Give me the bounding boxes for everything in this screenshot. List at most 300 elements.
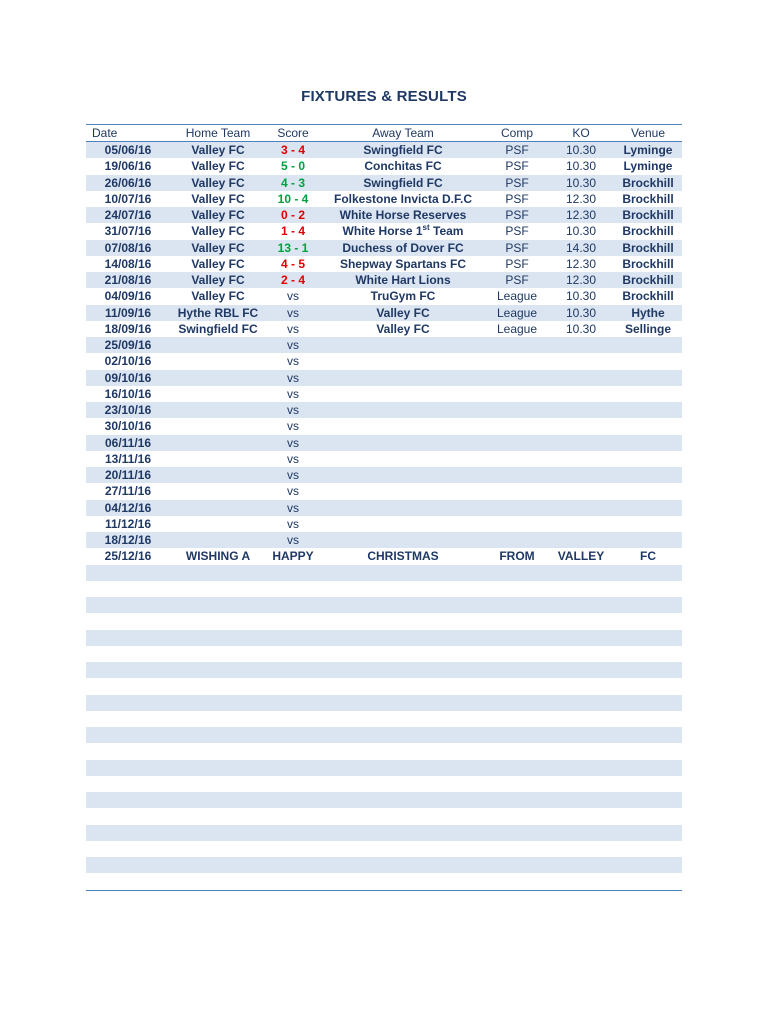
empty-cell[interactable] xyxy=(320,743,486,759)
ko-cell[interactable] xyxy=(548,516,614,532)
empty-cell[interactable] xyxy=(614,613,682,629)
empty-cell[interactable] xyxy=(86,711,170,727)
empty-cell[interactable] xyxy=(548,630,614,646)
date-cell[interactable]: 11/12/16 xyxy=(104,516,152,531)
date-cell[interactable]: 25/09/16 xyxy=(86,337,170,353)
date-cell[interactable]: 13/11/16 xyxy=(104,451,152,466)
date-cell[interactable]: 04/09/16 xyxy=(104,289,152,304)
empty-cell[interactable] xyxy=(320,565,486,581)
score-cell[interactable]: HAPPY xyxy=(272,549,314,564)
ko-cell[interactable]: 12.30 xyxy=(548,207,614,223)
empty-cell[interactable] xyxy=(486,613,548,629)
venue-cell[interactable] xyxy=(614,516,682,532)
empty-cell[interactable] xyxy=(486,857,548,873)
away-team-cell[interactable]: Swingfield FC xyxy=(320,175,486,191)
home-team-cell[interactable]: Valley FC xyxy=(170,175,266,191)
empty-cell[interactable] xyxy=(266,776,320,792)
away-team-cell[interactable]: White Hart Lions xyxy=(320,272,486,288)
empty-cell[interactable] xyxy=(170,808,266,824)
empty-cell[interactable] xyxy=(486,760,548,776)
venue-cell[interactable]: Lyminge xyxy=(614,142,682,159)
empty-cell[interactable] xyxy=(614,711,682,727)
home-team-cell[interactable]: Valley FC xyxy=(170,240,266,256)
venue-cell[interactable] xyxy=(614,370,682,386)
empty-cell[interactable] xyxy=(170,695,266,711)
empty-cell[interactable] xyxy=(320,792,486,808)
date-cell[interactable]: 20/11/16 xyxy=(86,467,170,483)
comp-cell[interactable] xyxy=(486,467,548,483)
empty-cell[interactable] xyxy=(86,776,170,792)
empty-cell[interactable] xyxy=(266,727,320,743)
venue-cell[interactable]: Brockhill xyxy=(614,175,682,191)
empty-cell[interactable] xyxy=(86,743,170,759)
empty-cell[interactable] xyxy=(548,776,614,792)
score-cell[interactable]: vs xyxy=(266,435,320,451)
score-cell[interactable]: 4 - 5 xyxy=(280,256,305,271)
venue-cell[interactable]: Brockhill xyxy=(614,240,682,256)
empty-cell[interactable] xyxy=(320,662,486,678)
comp-cell[interactable] xyxy=(486,516,548,532)
empty-cell[interactable] xyxy=(86,613,170,629)
empty-cell[interactable] xyxy=(170,581,266,597)
empty-cell[interactable] xyxy=(86,727,170,743)
ko-cell[interactable] xyxy=(548,386,614,402)
empty-cell[interactable] xyxy=(320,695,486,711)
venue-cell[interactable]: FC xyxy=(640,549,656,564)
score-cell[interactable]: vs xyxy=(287,386,299,401)
empty-cell[interactable] xyxy=(86,841,170,857)
empty-cell[interactable] xyxy=(86,565,170,581)
empty-cell[interactable] xyxy=(614,565,682,581)
empty-cell[interactable] xyxy=(548,646,614,662)
date-cell[interactable]: 10/07/16 xyxy=(104,191,152,206)
empty-cell[interactable] xyxy=(266,760,320,776)
score-cell[interactable]: 1 - 4 xyxy=(280,224,305,239)
home-team-cell[interactable]: Valley FC xyxy=(191,256,245,271)
empty-cell[interactable] xyxy=(86,873,170,890)
empty-cell[interactable] xyxy=(548,825,614,841)
empty-cell[interactable] xyxy=(86,792,170,808)
comp-cell[interactable]: PSF xyxy=(486,175,548,191)
home-team-cell[interactable]: Valley FC xyxy=(191,159,245,174)
venue-cell[interactable]: Brockhill xyxy=(622,224,674,239)
empty-cell[interactable] xyxy=(86,825,170,841)
date-cell[interactable]: 31/07/16 xyxy=(104,224,152,239)
empty-cell[interactable] xyxy=(320,581,486,597)
home-team-cell[interactable] xyxy=(170,435,266,451)
empty-cell[interactable] xyxy=(548,808,614,824)
empty-cell[interactable] xyxy=(548,743,614,759)
score-cell[interactable]: vs xyxy=(266,402,320,418)
date-cell[interactable]: 30/10/16 xyxy=(104,419,152,434)
comp-cell[interactable] xyxy=(486,435,548,451)
empty-cell[interactable] xyxy=(320,857,486,873)
empty-cell[interactable] xyxy=(548,565,614,581)
empty-cell[interactable] xyxy=(548,695,614,711)
away-team-cell[interactable] xyxy=(320,483,486,499)
empty-cell[interactable] xyxy=(266,646,320,662)
home-team-cell[interactable] xyxy=(170,402,266,418)
empty-cell[interactable] xyxy=(86,695,170,711)
column-header-home-team[interactable]: Home Team xyxy=(170,125,266,142)
empty-cell[interactable] xyxy=(320,630,486,646)
empty-cell[interactable] xyxy=(170,565,266,581)
empty-cell[interactable] xyxy=(86,646,170,662)
away-team-cell[interactable] xyxy=(320,467,486,483)
empty-cell[interactable] xyxy=(548,760,614,776)
away-team-cell[interactable] xyxy=(320,516,486,532)
empty-cell[interactable] xyxy=(320,613,486,629)
comp-cell[interactable] xyxy=(486,451,548,467)
empty-cell[interactable] xyxy=(266,792,320,808)
ko-cell[interactable] xyxy=(548,500,614,516)
away-team-cell[interactable] xyxy=(320,353,486,369)
ko-cell[interactable] xyxy=(548,435,614,451)
ko-cell[interactable] xyxy=(548,418,614,434)
date-cell[interactable]: 27/11/16 xyxy=(104,484,152,499)
venue-cell[interactable] xyxy=(614,353,682,369)
empty-cell[interactable] xyxy=(170,630,266,646)
empty-cell[interactable] xyxy=(486,743,548,759)
away-team-cell[interactable] xyxy=(320,337,486,353)
empty-cell[interactable] xyxy=(320,873,486,890)
empty-cell[interactable] xyxy=(548,613,614,629)
date-cell[interactable]: 16/10/16 xyxy=(104,386,152,401)
empty-cell[interactable] xyxy=(170,646,266,662)
empty-cell[interactable] xyxy=(486,711,548,727)
empty-cell[interactable] xyxy=(170,743,266,759)
empty-cell[interactable] xyxy=(486,678,548,694)
away-team-cell[interactable] xyxy=(320,402,486,418)
home-team-cell[interactable]: Valley FC xyxy=(170,142,266,159)
venue-cell[interactable] xyxy=(614,435,682,451)
away-team-cell[interactable]: Valley FC xyxy=(376,321,430,336)
away-team-cell[interactable] xyxy=(320,435,486,451)
home-team-cell[interactable] xyxy=(170,370,266,386)
empty-cell[interactable] xyxy=(548,792,614,808)
empty-cell[interactable] xyxy=(266,613,320,629)
comp-cell[interactable]: PSF xyxy=(486,240,548,256)
date-cell[interactable]: 06/11/16 xyxy=(86,435,170,451)
empty-cell[interactable] xyxy=(266,662,320,678)
date-cell[interactable]: 02/10/16 xyxy=(104,354,152,369)
comp-cell[interactable]: PSF xyxy=(505,159,529,174)
date-cell[interactable]: 07/08/16 xyxy=(86,240,170,256)
score-cell[interactable]: 5 - 0 xyxy=(280,159,305,174)
away-team-cell[interactable] xyxy=(320,370,486,386)
comp-cell[interactable] xyxy=(486,483,548,499)
empty-cell[interactable] xyxy=(614,581,682,597)
empty-cell[interactable] xyxy=(614,662,682,678)
score-cell[interactable]: vs xyxy=(287,289,299,304)
home-team-cell[interactable] xyxy=(170,337,266,353)
date-cell[interactable]: 21/08/16 xyxy=(86,272,170,288)
comp-cell[interactable]: PSF xyxy=(505,191,529,206)
away-team-cell[interactable]: Folkestone Invicta D.F.C xyxy=(333,191,473,206)
empty-cell[interactable] xyxy=(548,857,614,873)
empty-cell[interactable] xyxy=(614,678,682,694)
score-cell[interactable]: vs xyxy=(287,484,299,499)
score-cell[interactable]: vs xyxy=(266,305,320,321)
home-team-cell[interactable]: Hythe RBL FC xyxy=(170,305,266,321)
away-team-cell[interactable]: Shepway Spartans FC xyxy=(339,256,467,271)
empty-cell[interactable] xyxy=(614,808,682,824)
date-cell[interactable]: 11/09/16 xyxy=(86,305,170,321)
away-team-cell[interactable]: TruGym FC xyxy=(370,289,436,304)
date-cell[interactable]: 19/06/16 xyxy=(104,159,152,174)
away-team-cell[interactable]: CHRISTMAS xyxy=(367,549,439,564)
score-cell[interactable]: vs xyxy=(287,419,299,434)
venue-cell[interactable]: Lyminge xyxy=(623,159,673,174)
empty-cell[interactable] xyxy=(170,857,266,873)
venue-cell[interactable]: Brockhill xyxy=(622,289,674,304)
column-header-score[interactable]: Score xyxy=(266,125,320,142)
comp-cell[interactable] xyxy=(486,337,548,353)
comp-cell[interactable]: PSF xyxy=(486,142,548,159)
empty-cell[interactable] xyxy=(320,678,486,694)
score-cell[interactable]: vs xyxy=(266,370,320,386)
home-team-cell[interactable] xyxy=(170,500,266,516)
empty-cell[interactable] xyxy=(86,808,170,824)
ko-cell[interactable]: 12.30 xyxy=(548,272,614,288)
column-header-away-team[interactable]: Away Team xyxy=(320,125,486,142)
empty-cell[interactable] xyxy=(320,841,486,857)
empty-cell[interactable] xyxy=(486,662,548,678)
empty-cell[interactable] xyxy=(266,825,320,841)
empty-cell[interactable] xyxy=(320,711,486,727)
venue-cell[interactable] xyxy=(614,386,682,402)
home-team-cell[interactable]: Valley FC xyxy=(191,224,245,239)
home-team-cell[interactable] xyxy=(170,516,266,532)
empty-cell[interactable] xyxy=(486,695,548,711)
away-team-cell[interactable] xyxy=(320,386,486,402)
comp-cell[interactable]: League xyxy=(496,289,538,304)
empty-cell[interactable] xyxy=(486,873,548,890)
empty-cell[interactable] xyxy=(170,662,266,678)
home-team-cell[interactable] xyxy=(170,386,266,402)
empty-cell[interactable] xyxy=(486,841,548,857)
score-cell[interactable]: 4 - 3 xyxy=(266,175,320,191)
score-cell[interactable]: 3 - 4 xyxy=(266,142,320,159)
venue-cell[interactable]: Hythe xyxy=(614,305,682,321)
empty-cell[interactable] xyxy=(614,857,682,873)
empty-cell[interactable] xyxy=(170,776,266,792)
comp-cell[interactable]: PSF xyxy=(486,207,548,223)
empty-cell[interactable] xyxy=(614,695,682,711)
home-team-cell[interactable] xyxy=(170,353,266,369)
away-team-cell[interactable] xyxy=(320,418,486,434)
ko-cell[interactable]: 10.30 xyxy=(548,305,614,321)
away-team-cell[interactable] xyxy=(320,500,486,516)
venue-cell[interactable] xyxy=(614,337,682,353)
home-team-cell[interactable] xyxy=(170,418,266,434)
comp-cell[interactable] xyxy=(486,386,548,402)
empty-cell[interactable] xyxy=(486,727,548,743)
empty-cell[interactable] xyxy=(170,760,266,776)
empty-cell[interactable] xyxy=(170,792,266,808)
away-team-cell[interactable]: Duchess of Dover FC xyxy=(320,240,486,256)
score-cell[interactable]: vs xyxy=(266,337,320,353)
empty-cell[interactable] xyxy=(86,678,170,694)
score-cell[interactable]: vs xyxy=(287,321,299,336)
home-team-cell[interactable] xyxy=(170,532,266,548)
empty-cell[interactable] xyxy=(548,678,614,694)
ko-cell[interactable]: 12.30 xyxy=(565,256,597,271)
empty-cell[interactable] xyxy=(170,613,266,629)
empty-cell[interactable] xyxy=(170,873,266,890)
empty-cell[interactable] xyxy=(548,581,614,597)
venue-cell[interactable]: Sellinge xyxy=(624,321,671,336)
empty-cell[interactable] xyxy=(266,630,320,646)
away-team-cell[interactable] xyxy=(320,223,486,239)
empty-cell[interactable] xyxy=(170,711,266,727)
empty-cell[interactable] xyxy=(320,646,486,662)
empty-cell[interactable] xyxy=(170,597,266,613)
empty-cell[interactable] xyxy=(320,760,486,776)
ko-cell[interactable]: VALLEY xyxy=(557,549,605,564)
comp-cell[interactable]: PSF xyxy=(505,224,529,239)
ko-cell[interactable] xyxy=(548,483,614,499)
empty-cell[interactable] xyxy=(614,841,682,857)
ko-cell[interactable] xyxy=(548,451,614,467)
empty-cell[interactable] xyxy=(548,662,614,678)
away-team-cell[interactable]: Valley FC xyxy=(320,305,486,321)
empty-cell[interactable] xyxy=(614,825,682,841)
away-team-cell[interactable]: White Horse Reserves xyxy=(320,207,486,223)
ko-cell[interactable]: 10.30 xyxy=(548,175,614,191)
empty-cell[interactable] xyxy=(266,597,320,613)
ko-cell[interactable] xyxy=(548,370,614,386)
date-cell[interactable]: 18/09/16 xyxy=(104,321,152,336)
ko-cell[interactable]: 10.30 xyxy=(548,142,614,159)
empty-cell[interactable] xyxy=(486,646,548,662)
venue-cell[interactable] xyxy=(614,532,682,548)
empty-cell[interactable] xyxy=(320,727,486,743)
score-cell[interactable]: vs xyxy=(266,532,320,548)
comp-cell[interactable]: FROM xyxy=(499,549,535,564)
empty-cell[interactable] xyxy=(548,873,614,890)
comp-cell[interactable] xyxy=(486,370,548,386)
empty-cell[interactable] xyxy=(170,825,266,841)
venue-cell[interactable]: Brockhill xyxy=(622,191,674,206)
empty-cell[interactable] xyxy=(614,792,682,808)
ko-cell[interactable]: 10.30 xyxy=(565,224,597,239)
score-cell[interactable]: vs xyxy=(266,500,320,516)
empty-cell[interactable] xyxy=(320,597,486,613)
venue-cell[interactable] xyxy=(614,467,682,483)
date-cell[interactable]: 05/06/16 xyxy=(86,142,170,159)
empty-cell[interactable] xyxy=(486,808,548,824)
ko-cell[interactable] xyxy=(548,467,614,483)
date-cell[interactable]: 09/10/16 xyxy=(86,370,170,386)
away-team-cell[interactable]: Conchitas FC xyxy=(364,159,442,174)
score-cell[interactable]: 13 - 1 xyxy=(266,240,320,256)
empty-cell[interactable] xyxy=(614,873,682,890)
empty-cell[interactable] xyxy=(614,646,682,662)
date-cell[interactable]: 14/08/16 xyxy=(104,256,152,271)
empty-cell[interactable] xyxy=(320,808,486,824)
empty-cell[interactable] xyxy=(486,825,548,841)
empty-cell[interactable] xyxy=(614,760,682,776)
venue-cell[interactable]: Brockhill xyxy=(622,256,674,271)
ko-cell[interactable] xyxy=(548,532,614,548)
ko-cell[interactable]: 12.30 xyxy=(565,191,597,206)
away-team-cell[interactable]: Swingfield FC xyxy=(320,142,486,159)
empty-cell[interactable] xyxy=(486,581,548,597)
empty-cell[interactable] xyxy=(266,695,320,711)
home-team-cell[interactable]: Valley FC xyxy=(170,207,266,223)
comp-cell[interactable]: PSF xyxy=(486,272,548,288)
ko-cell[interactable] xyxy=(548,337,614,353)
empty-cell[interactable] xyxy=(548,597,614,613)
comp-cell[interactable] xyxy=(486,353,548,369)
empty-cell[interactable] xyxy=(170,678,266,694)
ko-cell[interactable] xyxy=(548,402,614,418)
score-cell[interactable]: vs xyxy=(266,467,320,483)
empty-cell[interactable] xyxy=(170,841,266,857)
empty-cell[interactable] xyxy=(548,841,614,857)
comp-cell[interactable]: League xyxy=(486,305,548,321)
column-header-date[interactable]: Date xyxy=(86,125,170,142)
date-cell[interactable]: 04/12/16 xyxy=(86,500,170,516)
venue-cell[interactable] xyxy=(614,418,682,434)
score-cell[interactable]: vs xyxy=(287,354,299,369)
empty-cell[interactable] xyxy=(86,597,170,613)
comp-cell[interactable] xyxy=(486,500,548,516)
comp-cell[interactable] xyxy=(486,402,548,418)
score-cell[interactable]: 0 - 2 xyxy=(266,207,320,223)
comp-cell[interactable] xyxy=(486,532,548,548)
home-team-cell[interactable] xyxy=(170,451,266,467)
empty-cell[interactable] xyxy=(266,873,320,890)
home-team-cell[interactable]: Valley FC xyxy=(191,289,245,304)
comp-cell[interactable]: PSF xyxy=(505,256,529,271)
score-cell[interactable]: 2 - 4 xyxy=(266,272,320,288)
empty-cell[interactable] xyxy=(548,711,614,727)
empty-cell[interactable] xyxy=(614,776,682,792)
column-header-comp[interactable]: Comp xyxy=(486,125,548,142)
ko-cell[interactable]: 10.30 xyxy=(565,321,597,336)
column-header-ko[interactable]: KO xyxy=(548,125,614,142)
empty-cell[interactable] xyxy=(614,743,682,759)
empty-cell[interactable] xyxy=(170,727,266,743)
home-team-cell[interactable]: Valley FC xyxy=(170,272,266,288)
venue-cell[interactable] xyxy=(614,451,682,467)
empty-cell[interactable] xyxy=(266,565,320,581)
empty-cell[interactable] xyxy=(86,630,170,646)
empty-cell[interactable] xyxy=(486,776,548,792)
home-team-cell[interactable] xyxy=(170,483,266,499)
venue-cell[interactable] xyxy=(614,500,682,516)
venue-cell[interactable] xyxy=(614,483,682,499)
empty-cell[interactable] xyxy=(320,776,486,792)
home-team-cell[interactable]: WISHING A xyxy=(185,549,251,564)
away-team-cell[interactable] xyxy=(320,532,486,548)
score-cell[interactable]: 10 - 4 xyxy=(277,191,309,206)
home-team-cell[interactable]: Swingfield FC xyxy=(178,321,258,336)
venue-cell[interactable] xyxy=(614,402,682,418)
date-cell[interactable]: 25/12/16 xyxy=(104,549,152,564)
date-cell[interactable]: 26/06/16 xyxy=(86,175,170,191)
comp-cell[interactable]: League xyxy=(496,321,538,336)
ko-cell[interactable]: 10.30 xyxy=(565,289,597,304)
empty-cell[interactable] xyxy=(614,597,682,613)
date-cell[interactable]: 24/07/16 xyxy=(86,207,170,223)
empty-cell[interactable] xyxy=(86,857,170,873)
empty-cell[interactable] xyxy=(614,630,682,646)
empty-cell[interactable] xyxy=(486,565,548,581)
venue-cell[interactable]: Brockhill xyxy=(614,207,682,223)
